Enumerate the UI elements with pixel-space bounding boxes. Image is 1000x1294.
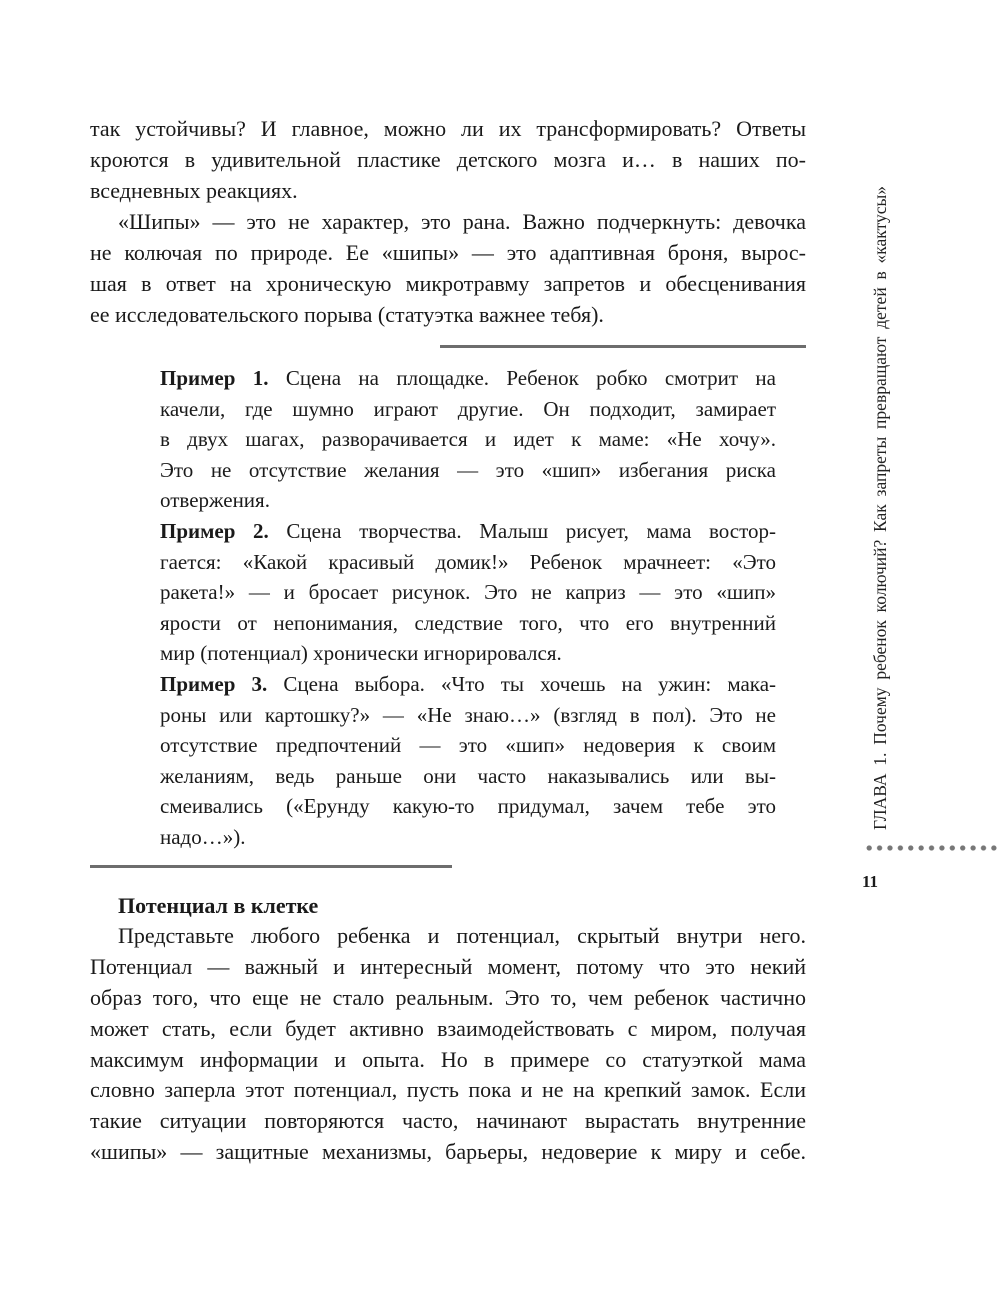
text-line [160,516,776,547]
text-line: в двух шагах, разворачивается и идет к маме: «Не хочу». [160,427,776,452]
text-line: вседневных реакциях. [90,178,298,203]
text-line [160,669,776,700]
dotted-line-ornament [864,845,1000,851]
example-label: Пример 1. [160,366,269,390]
text-line: «Шипы» — это не характер, это рана. Важно подчеркнуть: девочка [118,209,806,234]
main-text [90,113,806,330]
text-line: отвержения. [160,488,270,513]
text-line: словно заперла этот потенциал, пусть пока и не на крепкий замок. Если [90,1077,806,1103]
running-header: ГЛАВА 1. Почему ребенок колючий? Как запреты превращают детей в «кактусы» [870,186,890,830]
examples-box [160,363,776,853]
text-line: такие ситуации повторяются часто, начинают вырастать внутренние [90,1108,806,1134]
text-line: так устойчивы? И главное, можно ли их трансформировать? Ответы [90,116,806,141]
text-line: надо…»). [160,824,246,849]
example-label: Пример 3. [160,671,268,696]
divider-bottom [90,865,452,868]
text-line: шая в ответ на хроническую микротравму запретов и обесценивания [90,271,806,296]
page-number: 11 [862,872,879,891]
text-line: «шипы» — защитные механизмы, барьеры, недоверие к миру и себе. [90,1139,806,1165]
example-text: Сцена на площадке. Ребенок робко смотрит на [268,366,776,390]
example-text: Сцена выбора. «Что ты хочешь на ужин: мака- [267,671,776,696]
text-line: качели, где шумно играют другие. Он подходит, замирает [160,396,776,421]
example-label: Пример 2. [160,518,269,543]
section-text [90,921,806,1168]
divider-top [440,345,806,348]
text-line: Потенциал — важный и интересный момент, потому что это некий [90,953,806,979]
text-line: отсутствие предпочтений — это «шип» недоверия к своим [160,733,776,758]
text-line: Представьте любого ребенка и потенциал, скрытый внутри него. [118,923,806,948]
text-line: смеивались («Ерунду какую-то придумал, зачем тебе это [160,794,776,819]
text-line: ракета!» — и бросает рисунок. Это не каприз — это «шип» [160,580,776,605]
text-line: мир (потенциал) хронически игнорировался. [160,641,562,666]
section-heading: Потенциал в клетке [118,893,319,918]
text-line [160,363,776,394]
text-line: ярости от непонимания, следствие того, что его внутренний [160,610,776,635]
text-line: гается: «Какой красивый домик!» Ребенок мрачнеет: «Это [160,549,776,574]
example-text: Сцена творчества. Малыш рисует, мама востор- [268,518,776,543]
text-line: желаниям, ведь раньше они часто наказывались или вы- [160,763,776,788]
text-line: Это не отсутствие желания — это «шип» избегания риска [160,457,776,482]
text-line: ее исследовательского порыва (статуэтка важнее тебя). [90,302,604,327]
text-line: может стать, если будет активно взаимодействовать с миром, получая [90,1015,806,1041]
text-line: кроются в удивительной пластике детского мозга и… в наших по- [90,147,806,172]
text-line: максимум информации и опыта. Но в примере со статуэткой мама [90,1046,806,1072]
text-line: образ того, что еще не стало реальным. Это то, чем ребенок частично [90,984,806,1010]
text-line: роны или картошку?» — «Не знаю…» (взгляд в пол). Это не [160,702,776,727]
text-line: не колючая по природе. Ее «шипы» — это адаптивная броня, вырос- [90,240,806,265]
